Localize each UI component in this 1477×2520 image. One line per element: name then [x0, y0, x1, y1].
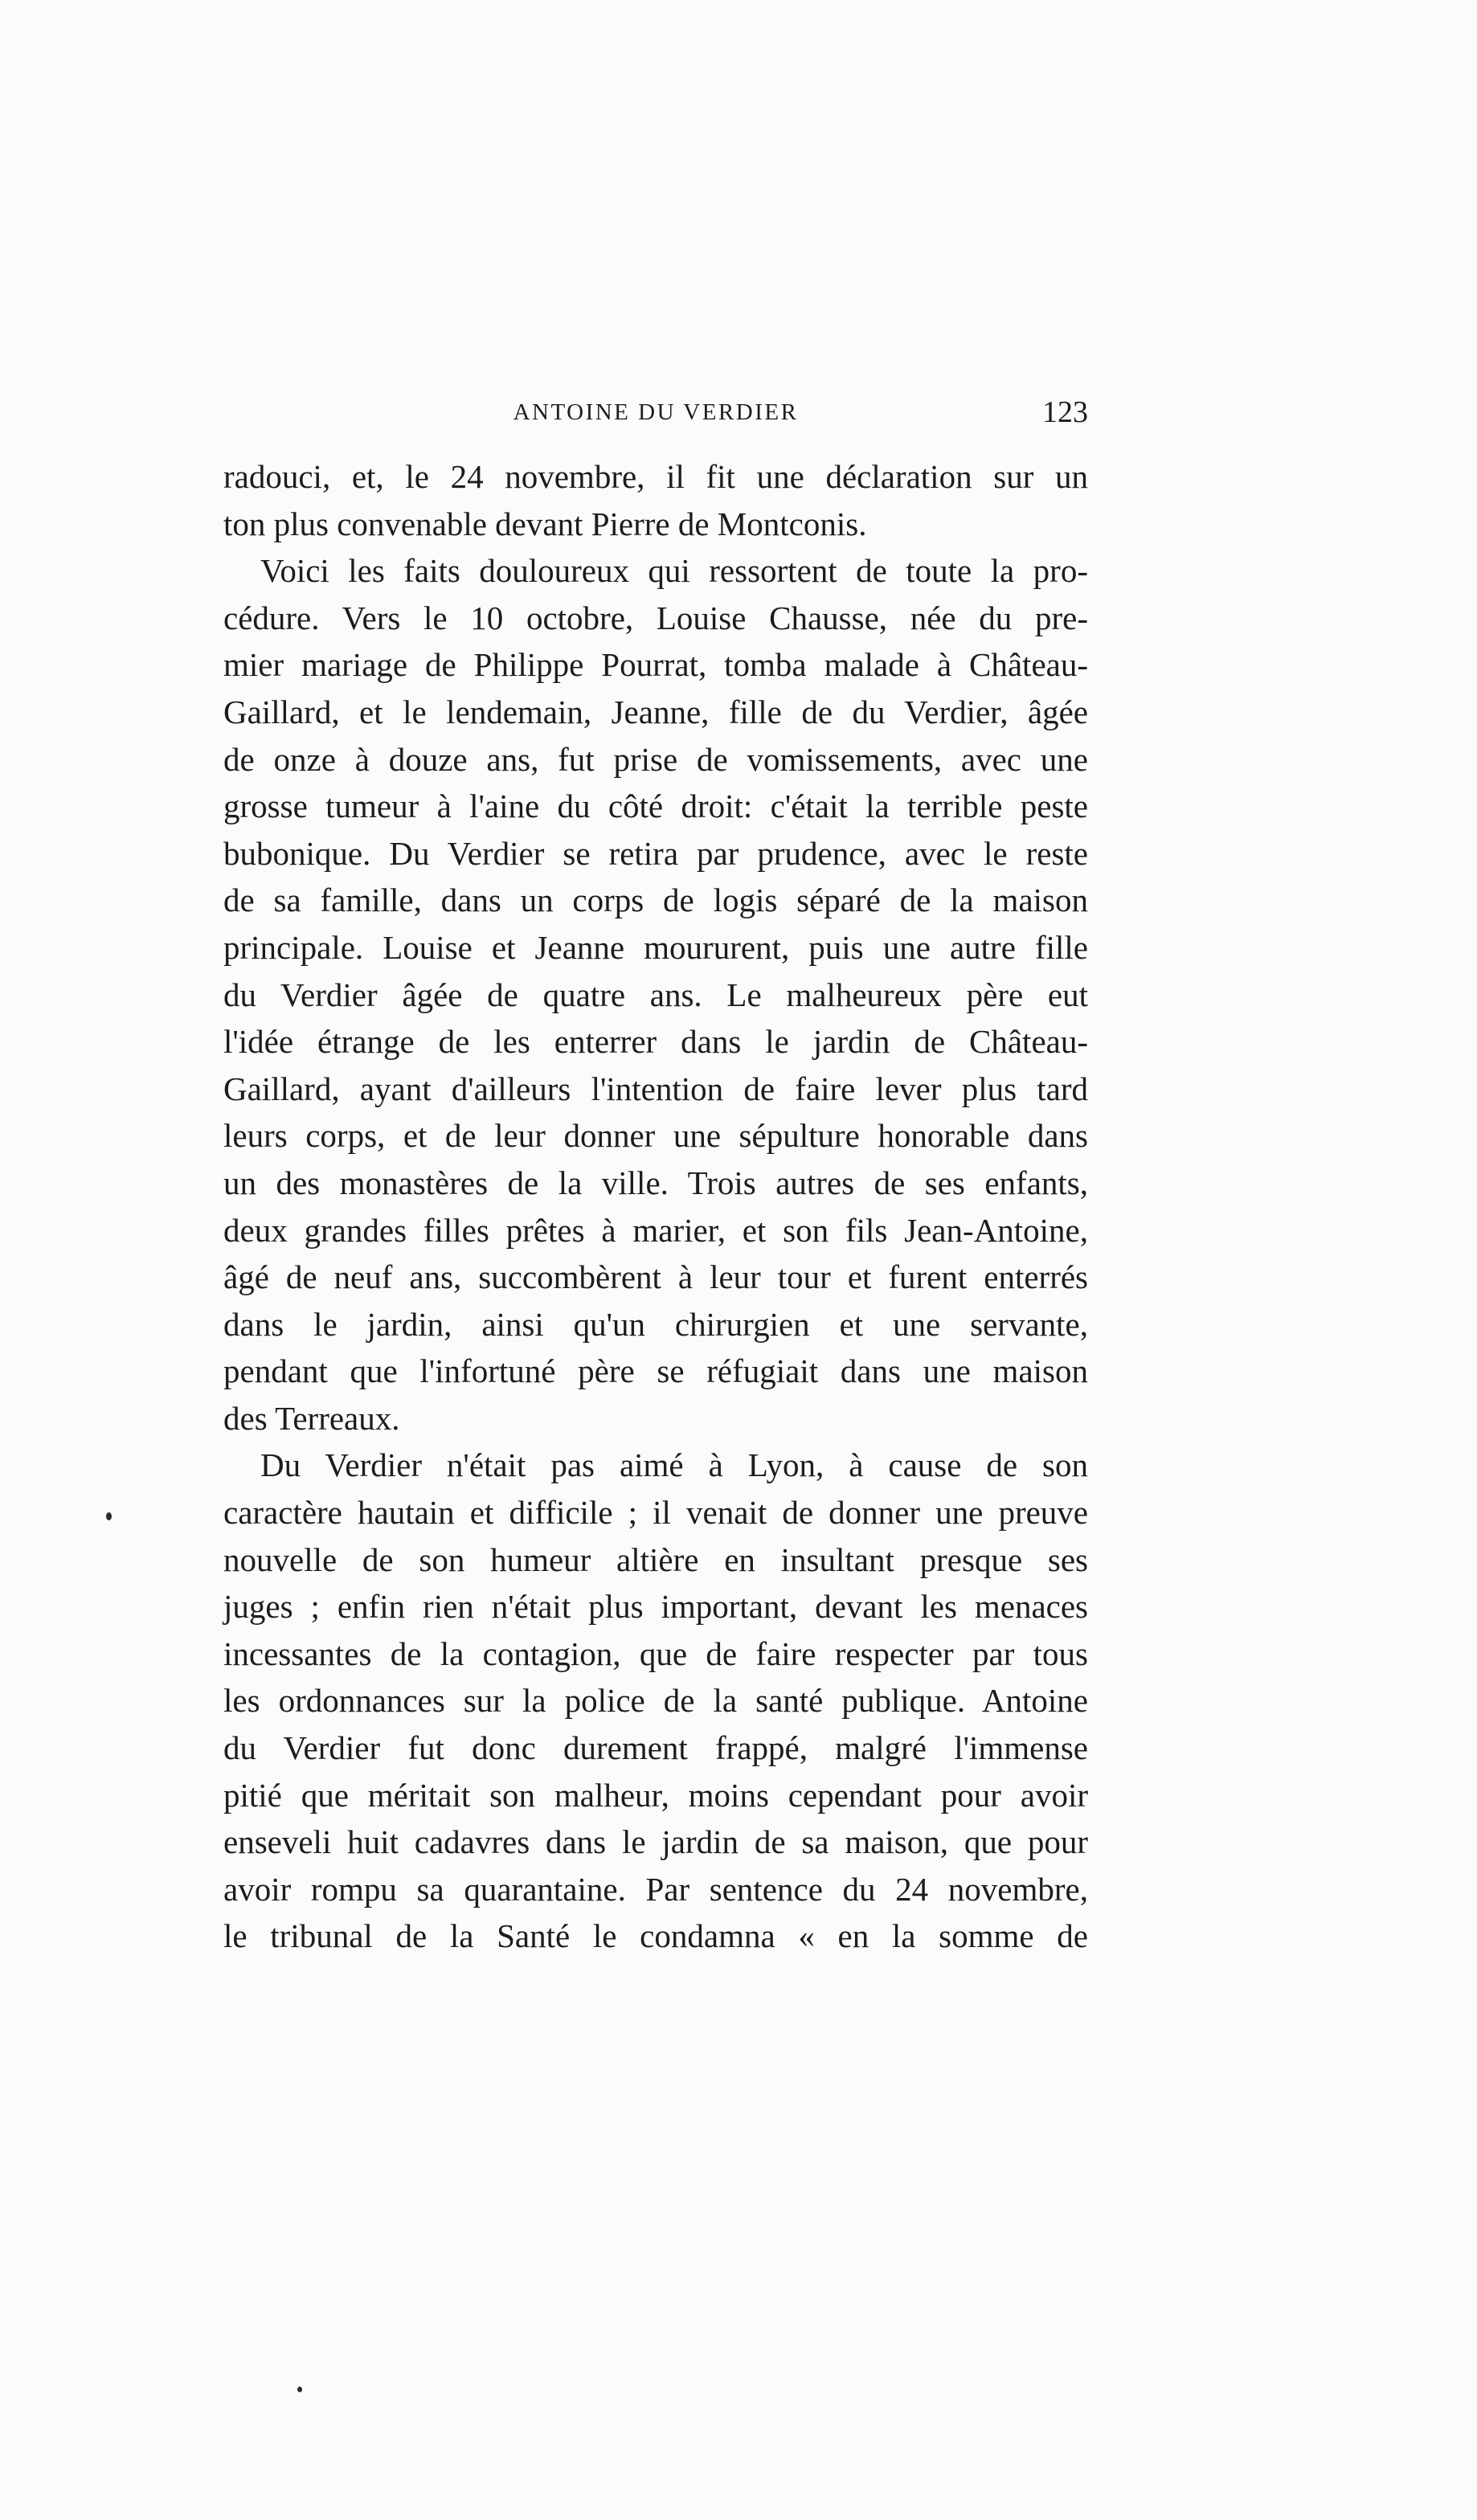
text-line: âgé de neuf ans, succombèrent à leur tour et furent enterrés [223, 1258, 1088, 1296]
text-line: Gaillard, ayant d'ailleurs l'intention de faire lever plus tard [223, 1070, 1088, 1107]
text-line: du Verdier fut donc durement frappé, malgré l'immense [223, 1729, 1088, 1767]
paragraph-first-line: Du Verdier n'était pas aimé à Lyon, à cause de son [260, 1446, 1088, 1484]
text-line: avoir rompu sa quarantaine. Par sentence du 24 novembre, [223, 1870, 1088, 1908]
text-line: pitié que méritait son malheur, moins cependant pour avoir [223, 1776, 1088, 1814]
text-line: incessantes de la contagion, que de faire respecter par tous [223, 1634, 1088, 1672]
text-line: principale. Louise et Jeanne moururent, puis une autre fille [223, 928, 1088, 966]
text-line: les ordonnances sur la police de la santé publique. Antoine [223, 1682, 1088, 1720]
text-line: grosse tumeur à l'aine du côté droit: c'était la terrible peste [223, 788, 1088, 825]
body-text [223, 453, 1088, 1960]
text-line: le tribunal de la Santé le condamna « en la somme de [223, 1917, 1088, 1955]
paragraph-first-line: Voici les faits douloureux qui ressortent de toute la pro- [260, 552, 1088, 590]
text-line: de sa famille, dans un corps de logis séparé de la maison [223, 882, 1088, 919]
ink-speck [297, 2387, 302, 2392]
running-head [223, 392, 1088, 432]
text-line: du Verdier âgée de quatre ans. Le malheureux père eut [223, 976, 1088, 1013]
text-line: juges ; enfin rien n'était plus important, devant les menaces [223, 1588, 1088, 1626]
text-line: radouci, et, le 24 novembre, il fit une déclaration sur un [223, 458, 1088, 495]
text-line: des Terreaux. [223, 1399, 400, 1437]
ink-speck [106, 1512, 112, 1520]
running-title: ANTOINE DU VERDIER [513, 399, 799, 425]
page-number: 123 [1042, 395, 1088, 429]
text-line: pendant que l'infortuné père se réfugiait dans une maison [223, 1352, 1088, 1390]
text-line: cédure. Vers le 10 octobre, Louise Chausse, née du pre- [223, 599, 1088, 636]
text-line: mier mariage de Philippe Pourrat, tomba malade à Château- [223, 646, 1088, 684]
text-line: un des monastères de la ville. Trois autres de ses enfants, [223, 1164, 1088, 1201]
text-line: bubonique. Du Verdier se retira par prudence, avec le reste [223, 834, 1088, 872]
text-line: l'idée étrange de les enterrer dans le jardin de Château- [223, 1023, 1088, 1061]
text-line: Gaillard, et le lendemain, Jeanne, fille de du Verdier, âgée [223, 693, 1088, 730]
text-line: deux grandes filles prêtes à marier, et son fils Jean-Antoine, [223, 1211, 1088, 1249]
text-line: nouvelle de son humeur altière en insultant presque ses [223, 1540, 1088, 1578]
text-line: ton plus convenable devant Pierre de Montconis. [223, 505, 867, 542]
text-line: enseveli huit cadavres dans le jardin de sa maison, que pour [223, 1823, 1088, 1861]
text-line: leurs corps, et de leur donner une sépulture honorable dans [223, 1117, 1088, 1155]
text-line: de onze à douze ans, fut prise de vomissements, avec une [223, 740, 1088, 778]
text-line: caractère hautain et difficile ; il venait de donner une preuve [223, 1494, 1088, 1532]
text-line: dans le jardin, ainsi qu'un chirurgien et une servante, [223, 1305, 1088, 1343]
